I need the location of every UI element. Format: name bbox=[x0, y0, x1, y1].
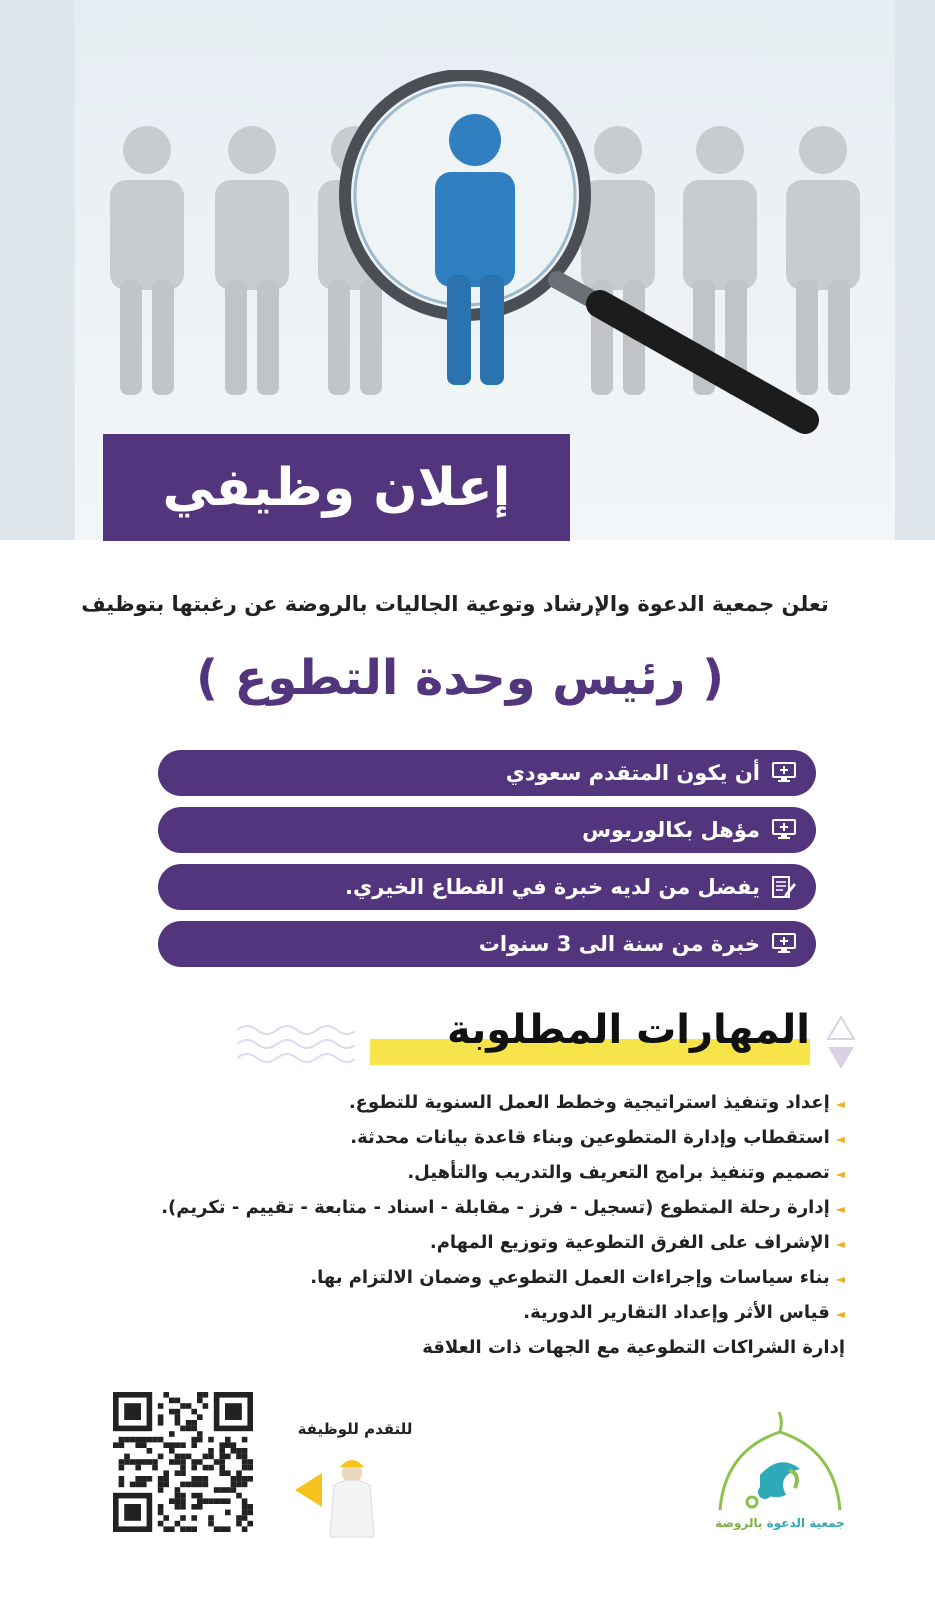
skill-item: ◄بناء سياسات وإجراءات العمل التطوعي وضمان الالتزام بها. bbox=[310, 1267, 845, 1288]
requirement-text: مؤهل بكالوريوس bbox=[582, 818, 760, 842]
qr-code[interactable] bbox=[113, 1392, 253, 1532]
monitor-icon bbox=[770, 930, 798, 958]
banner-title: إعلان وظيفي bbox=[162, 457, 511, 518]
skill-item: ◄إدارة رحلة المتطوع (تسجيل - فرز - مقابلة - اسناد - متابعة - تقييم - تكريم). bbox=[161, 1197, 845, 1218]
skill-item: ◄الإشراف على الفرق التطوعية وتوزيع المهام. bbox=[429, 1232, 845, 1253]
magnifying-glass-icon bbox=[335, 70, 845, 450]
skill-item: ◄استقطاب وإدارة المتطوعين وبناء قاعدة بيانات محدثة. bbox=[350, 1127, 845, 1148]
announcement-banner bbox=[103, 434, 570, 541]
bullet-icon: ◄ bbox=[835, 1237, 845, 1251]
bullet-icon: ◄ bbox=[835, 1307, 845, 1321]
skills-list bbox=[45, 1085, 845, 1365]
skill-item: إدارة الشراكات التطوعية مع الجهات ذات العلاقة bbox=[422, 1337, 845, 1358]
bullet-icon: ◄ bbox=[835, 1272, 845, 1286]
requirement-item bbox=[158, 921, 816, 967]
bullet-icon: ◄ bbox=[835, 1202, 845, 1216]
requirement-item bbox=[158, 807, 816, 853]
wave-decoration-icon bbox=[235, 1018, 355, 1068]
triangle-decoration-icon bbox=[826, 1015, 856, 1071]
pointing-man-icon bbox=[290, 1445, 410, 1540]
apply-label: للتقدم للوظيفة bbox=[297, 1420, 413, 1438]
monitor-icon bbox=[770, 816, 798, 844]
document-edit-icon bbox=[770, 873, 798, 901]
intro-text: تعلن جمعية الدعوة والإرشاد وتوعية الجاليات بالروضة عن رغبتها بتوظيف bbox=[81, 592, 829, 616]
skill-item: ◄قياس الأثر وإعداد التقارير الدورية. bbox=[523, 1302, 845, 1323]
requirement-item bbox=[158, 864, 816, 910]
skill-item: ◄تصميم وتنفيذ برامج التعريف والتدريب والتأهيل. bbox=[407, 1162, 845, 1183]
requirement-text: أن يكون المتقدم سعودي bbox=[505, 761, 760, 785]
requirement-item bbox=[158, 750, 816, 796]
person-figure-icon bbox=[92, 120, 202, 400]
person-figure-icon bbox=[197, 120, 307, 400]
requirement-text: يفضل من لديه خبرة في القطاع الخيري. bbox=[345, 875, 760, 899]
requirements-list bbox=[158, 750, 816, 978]
bullet-icon: ◄ bbox=[835, 1097, 845, 1111]
logo-text: جمعية الدعوة بالروضة bbox=[715, 1516, 845, 1530]
skill-item: ◄إعداد وتنفيذ استراتيجية وخطط العمل السنوية للتطوع. bbox=[348, 1092, 845, 1113]
bullet-icon: ◄ bbox=[835, 1167, 845, 1181]
job-title: ( رئيس وحدة التطوع ) bbox=[195, 650, 725, 706]
hero-image bbox=[0, 0, 935, 540]
requirement-text: خبرة من سنة الى 3 سنوات bbox=[478, 932, 760, 956]
monitor-icon bbox=[770, 759, 798, 787]
bullet-icon: ◄ bbox=[835, 1132, 845, 1146]
skills-heading bbox=[370, 1007, 810, 1065]
skills-title: المهارات المطلوبة bbox=[446, 1007, 810, 1053]
